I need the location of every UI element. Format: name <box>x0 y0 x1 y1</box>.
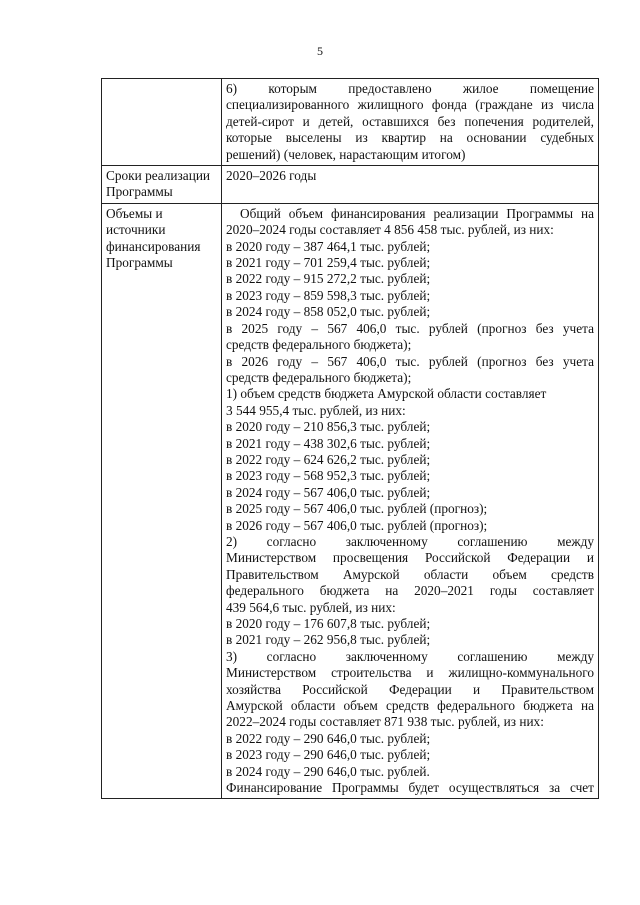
text-line: 2022–2024 годы составляет 871 938 тыс. рублей, из них: <box>226 714 544 730</box>
text-line: в 2022 году – 915 272,2 тыс. рублей; <box>226 271 431 287</box>
text-line: в 2024 году – 858 052,0 тыс. рублей; <box>226 304 431 320</box>
text-line: в 2023 году – 859 598,3 тыс. рублей; <box>226 287 431 303</box>
text-line: в 2021 году – 701 259,4 тыс. рублей; <box>226 255 431 271</box>
text-line: 2) согласно заключенному соглашению между <box>226 533 594 549</box>
text-line: хозяйства Российской Федерации и Правительством <box>226 681 594 697</box>
text-line: в 2026 году – 567 406,0 тыс. рублей (прогноз); <box>226 517 488 533</box>
text-line: Общий объем финансирования реализации Программы на <box>240 205 594 221</box>
text-line: решений) (человек, нарастающим итогом) <box>226 146 466 162</box>
row-label-cell: Объемы и источники финансирования Программы <box>102 203 222 799</box>
row-target-indicator-6 <box>102 79 599 166</box>
text-line: 439 564,6 тыс. рублей, из них: <box>226 599 396 615</box>
text-line: 3) согласно заключенному соглашению между <box>226 648 594 664</box>
text-line: в 2025 году – 567 406,0 тыс. рублей (прогноз без учета <box>226 320 594 336</box>
row-content-cell <box>222 79 599 166</box>
text-line: 2020–2026 годы <box>226 168 317 184</box>
text-line: которые выселены из квартир на основании судебных <box>226 130 594 146</box>
text-line: специализированного жилищного фонда (граждане из числа <box>226 97 594 113</box>
text-line: в 2023 году – 568 952,3 тыс. рублей; <box>226 468 431 484</box>
text-line: в 2026 году – 567 406,0 тыс. рублей (прогноз без учета <box>226 353 594 369</box>
text-line: в 2024 году – 567 406,0 тыс. рублей; <box>226 484 431 500</box>
text-line: в 2021 году – 438 302,6 тыс. рублей; <box>226 435 431 451</box>
text-line: в 2024 году – 290 646,0 тыс. рублей. <box>226 763 430 779</box>
text-line: 3 544 955,4 тыс. рублей, из них: <box>226 402 406 418</box>
page-number: 5 <box>317 44 323 58</box>
text-line: в 2022 году – 290 646,0 тыс. рублей; <box>226 730 431 746</box>
program-passport-body <box>102 79 599 799</box>
text-line: детей-сирот и детей, оставшихся без попечения родителей, <box>226 113 594 129</box>
text-line: Амурской области объем средств федерального бюджета на <box>226 698 594 714</box>
text-line: средств федерального бюджета); <box>226 369 412 385</box>
row-implementation-period <box>102 166 599 204</box>
text-line: Министерством строительства и жилищно-коммунального <box>226 665 594 681</box>
row-content-cell <box>222 166 599 204</box>
text-line: 6) которым предоставлено жилое помещение <box>226 81 594 96</box>
text-line: федерального бюджета на 2020–2021 годы составляет <box>226 583 594 599</box>
text-line: в 2020 году – 176 607,8 тыс. рублей; <box>226 616 431 631</box>
text-line: 1) объем средств бюджета Амурской области составляет <box>226 386 547 402</box>
row-label-cell <box>102 79 222 166</box>
text-line: средств федерального бюджета); <box>226 337 412 353</box>
text-line: в 2020 году – 210 856,3 тыс. рублей; <box>226 419 431 435</box>
text-line: 2020–2024 годы составляет 4 856 458 тыс. рублей, из них: <box>226 222 554 238</box>
text-line: в 2022 году – 624 626,2 тыс. рублей; <box>226 451 431 467</box>
text-line: Финансирование Программы будет осуществляться за счет <box>226 780 594 796</box>
text-line: Правительством Амурской области объем средств <box>226 566 594 582</box>
text-line: в 2025 году – 567 406,0 тыс. рублей (прогноз); <box>226 501 488 517</box>
program-passport-table <box>101 78 599 799</box>
text-line: в 2021 году – 262 956,8 тыс. рублей; <box>226 632 431 648</box>
row-funding-volumes <box>102 203 599 799</box>
row-label-cell: Сроки реализации Программы <box>102 166 222 204</box>
text-line: в 2020 году – 387 464,1 тыс. рублей; <box>226 238 431 254</box>
row-content-cell <box>222 203 599 799</box>
text-line: Министерством просвещения Российской Федерации и <box>226 550 594 566</box>
text-line: в 2023 году – 290 646,0 тыс. рублей; <box>226 747 431 763</box>
